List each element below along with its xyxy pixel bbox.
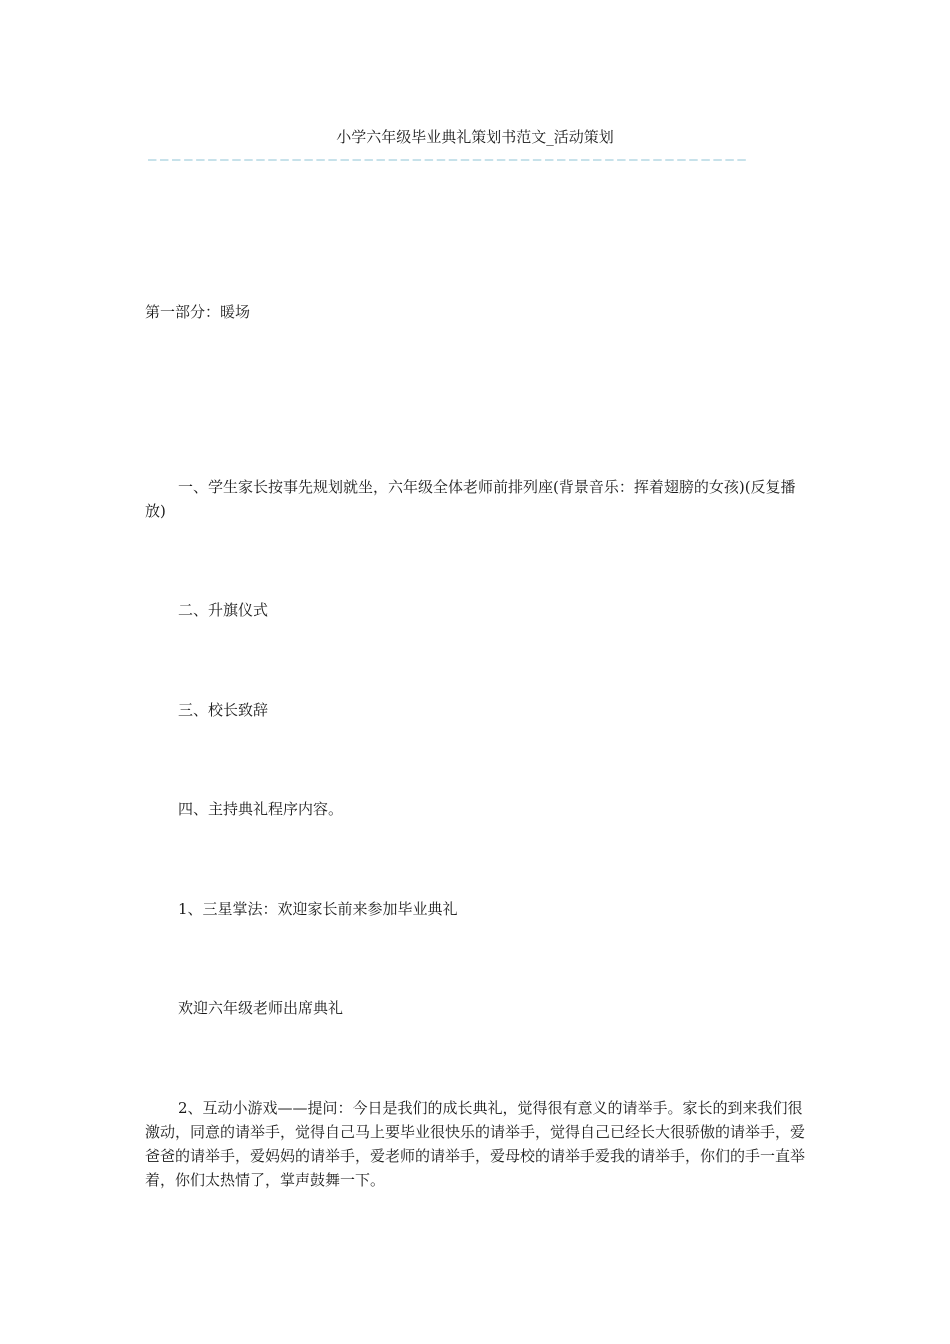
paragraph-item-1: 一、学生家长按事先规划就坐，六年级全体老师前排列座(背景音乐：挥着翅膀的女孩)(反复播放) [145, 478, 796, 520]
paragraph-sub-2: 2、互动小游戏——提问：今日是我们的成长典礼，觉得很有意义的请举手。家长的到来我们很激动，同意的请举手，觉得自己马上要毕业很快乐的请举手，觉得自己已经长大很骄傲的请举手，爱爸爸的请举手，爱妈妈的请举手，爱老师的请举手，爱母校的请举手爱我的请举手，你们的手一直举着，你们太热情了，掌声鼓舞一下。 [145, 1099, 806, 1189]
paragraph-sub-1: 1、三星掌法：欢迎家长前来参加毕业典礼 [178, 900, 458, 918]
document-title: 小学六年级毕业典礼策划书范文_活动策划 [336, 128, 614, 146]
paragraph-item-2: 二、升旗仪式 [178, 601, 269, 619]
part-heading: 第一部分：暖场 [145, 303, 251, 321]
paragraph-sub-1-continued: 欢迎六年级老师出席典礼 [178, 999, 344, 1017]
paragraph-item-3: 三、校长致辞 [178, 701, 269, 719]
paragraph-item-4: 四、主持典礼程序内容。 [178, 800, 344, 818]
title-underline-rule: —————————————————————————————————————————————————— [148, 152, 750, 168]
